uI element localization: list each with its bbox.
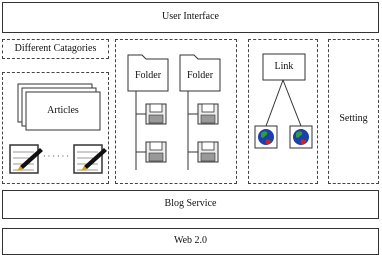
floppy-disk-icon <box>198 142 218 162</box>
setting-label: Setting <box>339 113 368 124</box>
articles-ellipsis: · · · · · · <box>43 152 69 161</box>
link-connector <box>266 80 283 126</box>
blog-service-label: Blog Service <box>164 198 217 209</box>
globe-icon <box>290 126 312 148</box>
globe-icon <box>255 126 277 148</box>
categories-label: Different Catagories <box>14 43 97 54</box>
user-interface-label: User Interface <box>162 11 219 22</box>
link-connector <box>283 80 301 126</box>
link-label: Link <box>274 61 294 72</box>
articles-label: Articles <box>47 105 79 116</box>
floppy-disk-icon <box>146 142 166 162</box>
folder-label-1: Folder <box>134 70 162 81</box>
web-label: Web 2.0 <box>173 235 208 246</box>
floppy-disk-icon <box>198 104 218 124</box>
folder-label-2: Folder <box>186 70 214 81</box>
pen-document-icon <box>74 145 107 173</box>
floppy-disk-icon <box>146 104 166 124</box>
